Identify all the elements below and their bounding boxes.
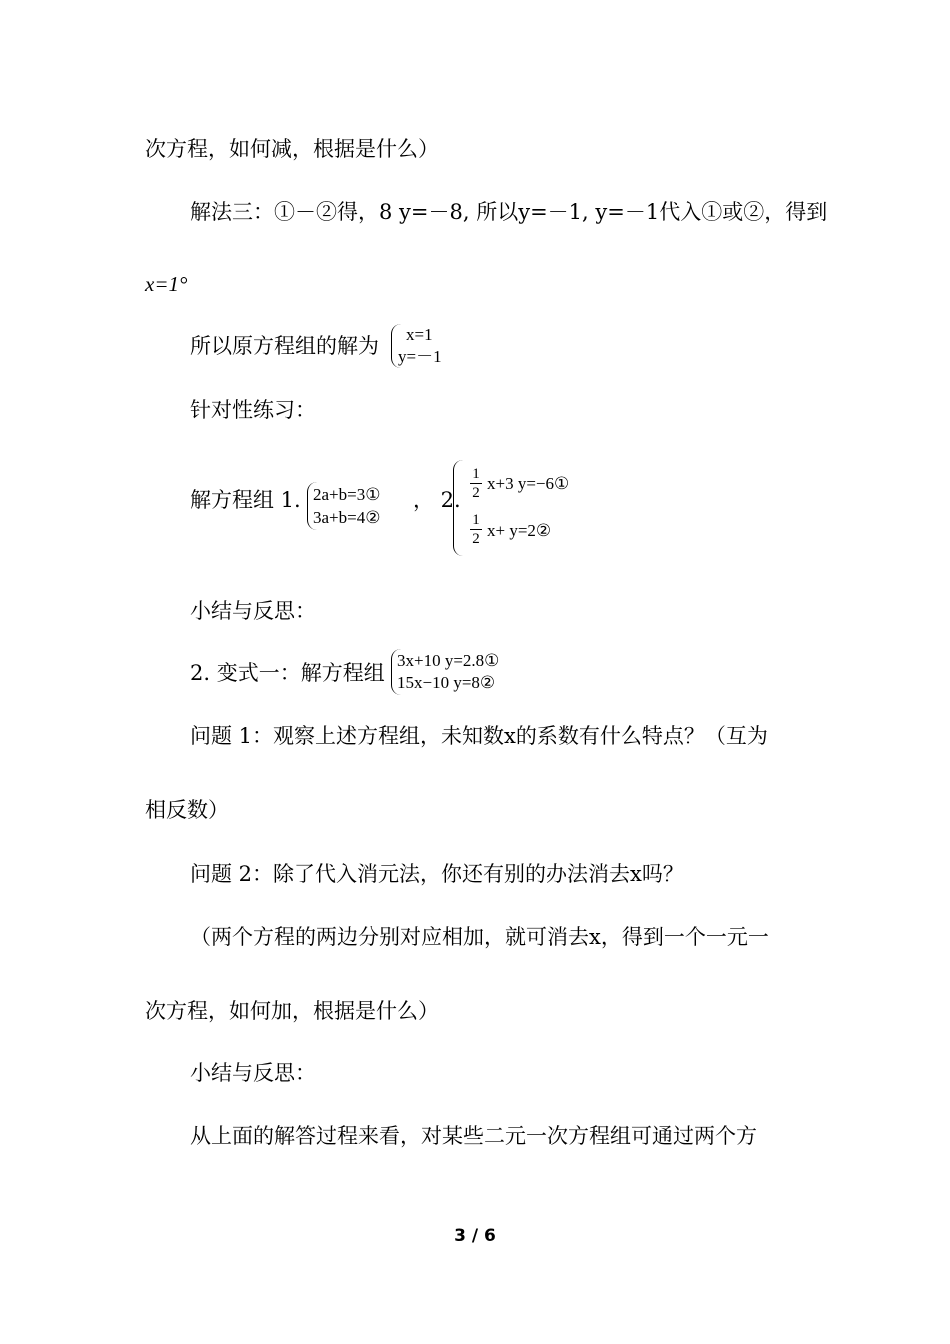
fraction-denominator: 2: [472, 531, 480, 547]
system-row: 3a+b=4②: [313, 508, 381, 527]
text-line-6: 解方程组 1.: [190, 488, 301, 512]
fraction-half: [469, 512, 483, 547]
exercise-system-2: [453, 460, 594, 556]
text-line-1: 次方程，如何减，根据是什么）: [145, 137, 439, 161]
text-line-6-mid: ， 2.: [413, 488, 461, 512]
variant-system: [391, 649, 532, 695]
text-line-9: 问题 1：观察上述方程组，未知数x的系数有什么特点？（互为: [190, 724, 768, 748]
text-line-10: 相反数）: [145, 798, 229, 822]
solution-system: [391, 324, 462, 368]
page-number: 3 / 6: [454, 1226, 496, 1246]
text-line-13: 次方程，如何加，根据是什么）: [145, 999, 439, 1023]
system-row: 15x−10 y=8②: [397, 673, 496, 692]
text-line-14: 小结与反思：: [190, 1061, 316, 1085]
text-line-2: 解法三：①－②得，8 y=－8, 所以y=－1, y=－1代入①或②，得到: [190, 200, 828, 224]
text-line-8: 2. 变式一：解方程组: [190, 661, 385, 685]
system-row: 3x+10 y=2.8①: [397, 651, 500, 670]
text-line-5: 针对性练习：: [190, 398, 316, 422]
fraction-half: [469, 466, 483, 501]
system-row: y=－1: [398, 347, 442, 366]
text-line-12: （两个方程的两边分别对应相加，就可消去x，得到一个一元一: [190, 925, 769, 949]
solution-x: x=1°: [145, 272, 188, 296]
system-row: x+ y=2②: [487, 521, 552, 540]
system-row: 2a+b=3①: [313, 485, 381, 504]
system-row: x=1: [406, 325, 433, 344]
fraction-numerator: 1: [472, 512, 480, 528]
text-line-7: 小结与反思：: [190, 599, 316, 623]
text-line-11: 问题 2：除了代入消元法，你还有别的办法消去x吗？: [190, 862, 684, 886]
text-line-3: [145, 270, 187, 298]
text-line-15: 从上面的解答过程来看，对某些二元一次方程组可通过两个方: [190, 1124, 757, 1148]
fraction-denominator: 2: [472, 485, 480, 501]
text-line-4: 所以原方程组的解为: [190, 334, 379, 358]
system-row: x+3 y=−6①: [487, 474, 570, 493]
fraction-numerator: 1: [472, 466, 480, 482]
exercise-system-1: [307, 482, 418, 530]
